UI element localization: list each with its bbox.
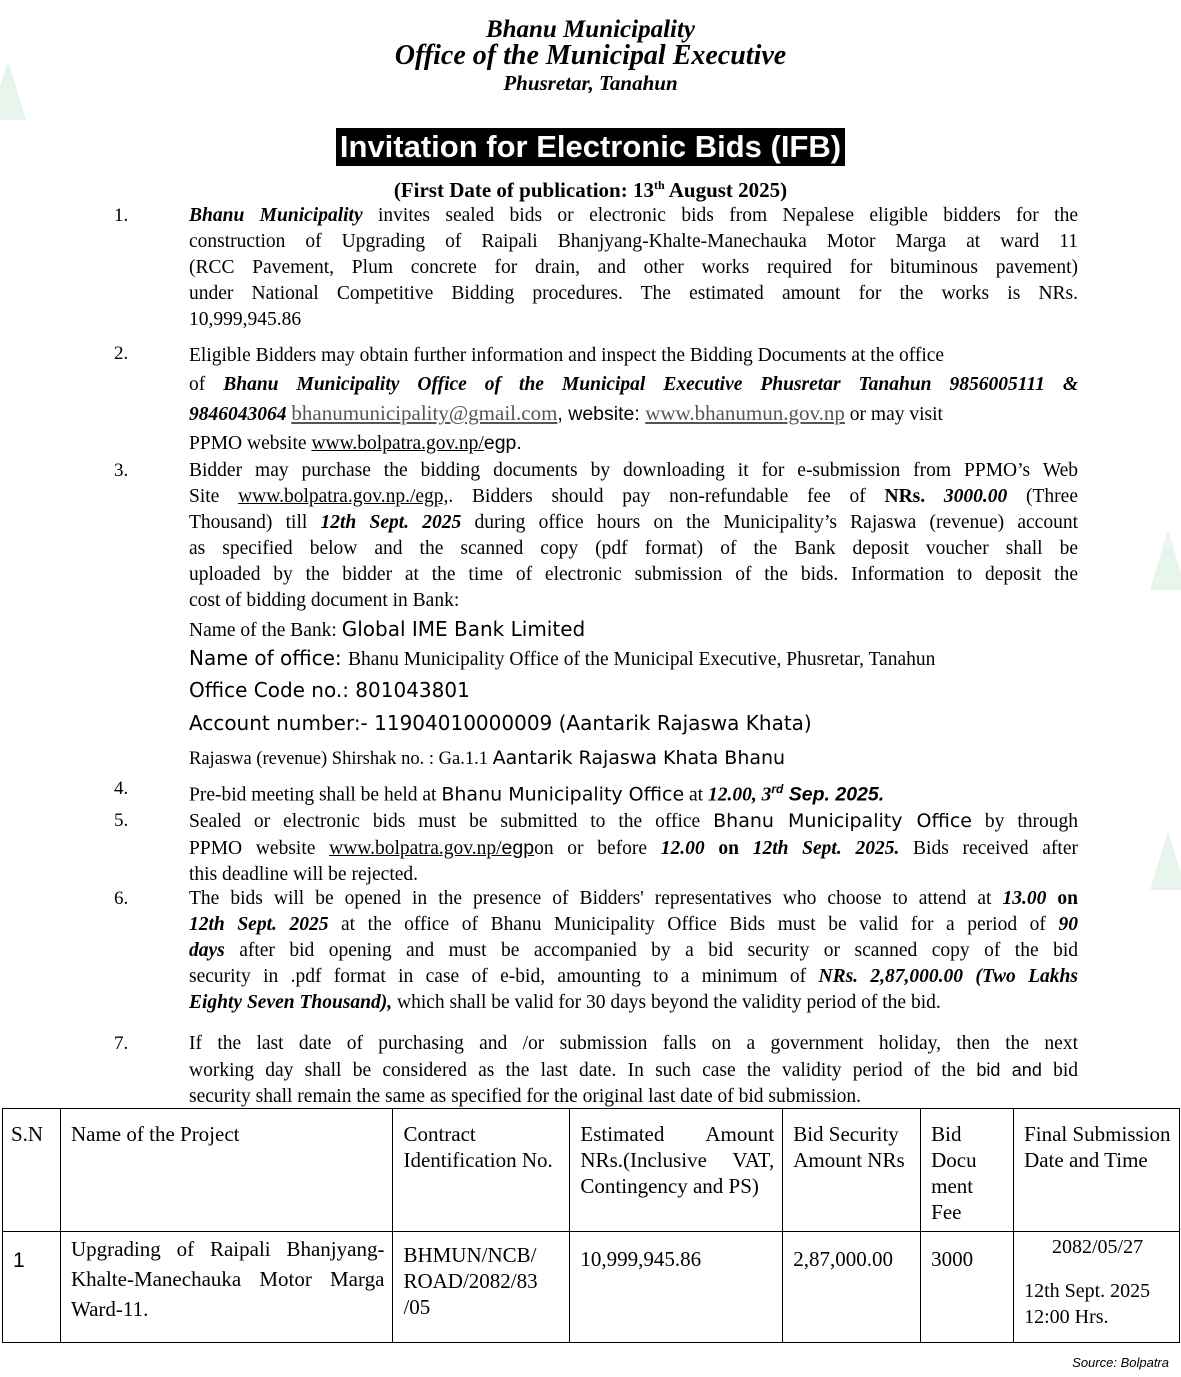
- cell-final-submission: [1014, 1232, 1180, 1343]
- ppmo-link[interactable]: www.bolpatra.gov.np/: [311, 433, 484, 454]
- email-link[interactable]: bhanumunicipality@gmail.com: [291, 401, 558, 425]
- publication-date: (First Date of publication: 13th August 2025): [393, 178, 788, 202]
- project-table: [2, 1108, 1180, 1343]
- header-project-name: Name of the Project: [60, 1109, 392, 1232]
- clause-number: 3.: [114, 460, 129, 481]
- clause-text: Eligible Bidders may obtain further information and inspect the Bidding Documents at the office of Bhanu Municipality Office of the Municipal Executive Phusretar Tanahun 9856005111 & 9846043064 bhanumunicipality@gmail.com, website: www.bhanumun.gov.np or may visit PPMO website www.bolpatra.gov.np/egp.: [189, 345, 1078, 454]
- bolpatra-egp-link[interactable]: www.bolpatra.gov.np/egp: [329, 837, 535, 859]
- header-location: Phusretar, Tanahun: [503, 71, 678, 95]
- cell-project-name: Upgrading of Raipali Bhanjyang-Khalte-Manechauka Motor Marga Ward-11.: [60, 1232, 392, 1343]
- clause-number: 2.: [114, 343, 129, 364]
- date-english: 12th Sept. 2025: [1024, 1280, 1151, 1302]
- clause-text: Bhanu Municipality invites sealed bids or electronic bids from Nepalese eligible bidders for the construction of Upgrading of Raipali Bhanjyang-Khalte-Manechauka Motor Marga at ward 11 (RCC Pavement, Plum concrete for drain, and other works required for bituminous pavement) under National Competitive Bidding procedures. The estimated amount for the works is NRs. 10,999,945.86: [189, 205, 1079, 330]
- account-number: Account number:- 11904010000009 (Aantarik Rajaswa Khata): [189, 711, 812, 735]
- clause-number: 6.: [114, 888, 129, 909]
- office-code: Office Code no.: 801043801: [189, 678, 470, 702]
- header-office: Office of the Municipal Executive: [394, 40, 787, 71]
- clause-number: 1.: [114, 205, 129, 226]
- header-sn: S.N: [3, 1109, 61, 1232]
- table-row: [3, 1232, 1180, 1343]
- header-estimated-amount: Estimated Amount NRs.(Inclusive VAT, Contingency and PS): [570, 1109, 783, 1232]
- header-municipality: Bhanu Municipality: [485, 16, 696, 43]
- clause-text: Sealed or electronic bids must be submitted to the office Bhanu Municipality Office by through PPMO website www.bolpatra.gov.np/egpon or before 12.00 on 12th Sept. 2025. Bids received after this deadline will be rejected.: [189, 810, 1078, 885]
- source-credit: Source: Bolpatra: [1072, 1355, 1169, 1370]
- cell-sn: 1: [3, 1232, 61, 1343]
- header-final-submission: Final Submission Date and Time: [1014, 1109, 1180, 1232]
- date-nepali: 2082/05/27: [1051, 1236, 1144, 1258]
- bolpatra-link[interactable]: www.bolpatra.gov.np./egp,: [238, 486, 449, 507]
- title-banner: [0, 128, 1181, 166]
- clause-text: Pre-bid meeting shall be held at Bhanu Municipality Office at 12.00, 3rd Sep. 2025.: [189, 782, 885, 806]
- revenue-shirshak: Rajaswa (revenue) Shirshak no. : Ga.1.1 Aantarik Rajaswa Khata Bhanu: [189, 747, 786, 769]
- header-document-fee: Bid Docu ment Fee: [921, 1109, 1014, 1232]
- clause-text: The bids will be opened in the presence of Bidders' representatives who choose to attend at 13.00 on 12th Sept. 2025 at the office of Bhanu Municipality Office Bids must be valid for a period of 90 days after bid opening and must be accompanied by a bid security or scanned copy of the bid security in .pdf format in case of e-bid, amounting to a minimum of NRs. 2,87,000.00 (Two Lakhs Eighty Seven Thousand), which shall be valid for 30 days beyond the validity period of the bid.: [189, 888, 1078, 1013]
- clause-text: Bidder may purchase the bidding documents by downloading it for e-submission from PPMO’s Web Site www.bolpatra.gov.np./egp,. Bidders should pay non-refundable fee of NRs. 3000.00 (Three Thousand) till 12th Sept. 2025 during office hours on the Municipality’s Rajaswa (revenue) account as specified below and the scanned copy (pdf format) of the Bank deposit voucher shall be uploaded by the bidder at the time of electronic submission of the bids. Information to deposit the cost of bidding document in Bank:: [189, 460, 1078, 611]
- submission-time: 12:00 Hrs.: [1024, 1306, 1109, 1328]
- clause-number: 5.: [114, 810, 129, 831]
- cell-document-fee: 3000: [921, 1232, 1014, 1343]
- office-name: Name of office: Bhanu Municipality Office of the Municipal Executive, Phusretar, Tanahun: [189, 646, 936, 670]
- bank-name: Name of the Bank: Global IME Bank Limited: [189, 617, 586, 641]
- website-link[interactable]: www.bhanumun.gov.np: [645, 401, 845, 425]
- page-title: Invitation for Electronic Bids (IFB): [336, 128, 845, 166]
- watermark-arrow-right: [1150, 530, 1181, 590]
- table-header-row: [3, 1109, 1180, 1232]
- cell-bid-security: 2,87,000.00: [783, 1232, 921, 1343]
- watermark-arrow-right-lower: [1150, 830, 1181, 890]
- header-contract-id: Contract Identification No.: [393, 1109, 570, 1232]
- header-bid-security: Bid Security Amount NRs: [783, 1109, 921, 1232]
- cell-contract-id: BHMUN/NCB/ ROAD/2082/83 /05: [393, 1232, 570, 1343]
- clause-number: 4.: [114, 778, 129, 799]
- cell-estimated-amount: 10,999,945.86: [570, 1232, 783, 1343]
- clause-number: 7.: [114, 1033, 129, 1054]
- clause-text: If the last date of purchasing and /or submission falls on a government holiday, then the next working day shall be considered as the last date. In such case the validity period of the bid and bid security shall remain the same as specified for the original last date of bid submission.: [189, 1033, 1079, 1107]
